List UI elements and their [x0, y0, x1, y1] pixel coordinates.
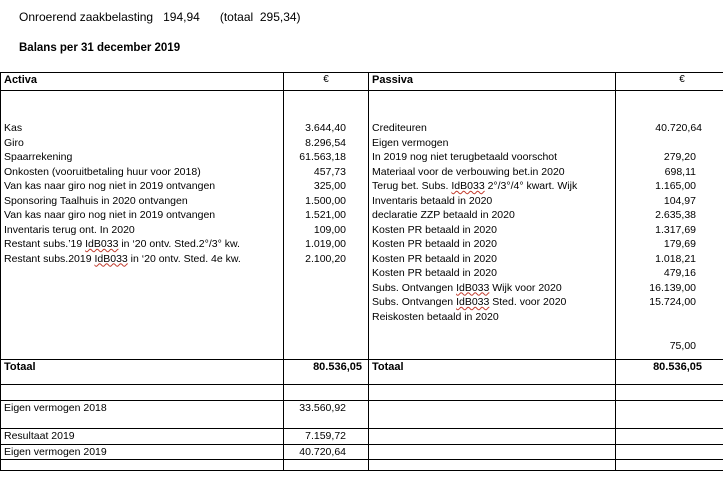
activa-heading: Activa [1, 73, 284, 91]
activa-label: Onkosten (vooruitbetaling huur voor 2018) [4, 165, 201, 178]
activa-label: Van kas naar giro nog niet in 2019 ontvangen [4, 209, 216, 221]
equity-2018-label: Eigen vermogen 2018 [1, 401, 284, 429]
spellcheck-word: IdB033 [456, 296, 490, 308]
result-2019-value: 7.159,72 [284, 429, 369, 445]
passiva-label: Reiskosten betaald in 2020 [372, 310, 499, 323]
passiva-value [619, 324, 696, 339]
activa-labels [1, 91, 284, 360]
activa-value: 109,00 [313, 223, 346, 236]
activa-value: 2.100,20 [305, 252, 346, 265]
passiva-currency: € [616, 73, 723, 91]
activa-label: Inventaris terug ont. In 2020 [4, 223, 135, 236]
activa-values [284, 91, 369, 360]
equity-2019-value: 40.720,64 [284, 444, 369, 460]
passiva-value: 16.139,00 [649, 281, 696, 294]
passiva-values [616, 91, 723, 360]
spellcheck-word: IdB033 [94, 252, 128, 265]
equity-2019-label: Eigen vermogen 2019 [1, 444, 284, 460]
items-row [1, 91, 723, 360]
activa-label: Kas [4, 122, 23, 134]
activa-value: 3.644,40 [305, 122, 346, 134]
activa-label: Restant subs.’19 IdB033 in ‘20 ontv. Sted.2°/3° kw. [4, 238, 240, 250]
passiva-total-label: Totaal [369, 360, 616, 385]
activa-value: 1.521,00 [305, 209, 346, 221]
property-tax-total: (totaal 295,34) [219, 10, 301, 24]
passiva-value: 1.018,21 [655, 252, 696, 265]
page-title: Balans per 31 december 2019 [19, 42, 181, 54]
activa-label: Giro [4, 136, 24, 149]
result-2019-label: Resultaat 2019 [1, 429, 284, 445]
passiva-value: 15.724,00 [649, 296, 696, 308]
property-tax-value: 194,94 [163, 10, 200, 24]
activa-label: Spaarrekening [4, 151, 73, 163]
passiva-value: 75,00 [669, 339, 696, 352]
spellcheck-word: IdB033 [456, 281, 490, 294]
activa-label: Restant subs.2019 IdB033 in ‘20 ontv. Sted. 4e kw. [4, 252, 241, 265]
passiva-total-value: 80.536,05 [616, 360, 723, 385]
passiva-label: Inventaris betaald in 2020 [372, 194, 493, 207]
activa-label: Sponsoring Taalhuis in 2020 ontvangen [4, 194, 188, 207]
passiva-label: Kosten PR betaald in 2020 [372, 238, 497, 250]
activa-label: Van kas naar giro nog niet in 2019 ontvangen [4, 180, 216, 192]
passiva-value: 40.720,64 [655, 122, 702, 134]
equity-2019-row [1, 444, 723, 460]
passiva-value: 179,69 [663, 238, 696, 250]
total-row [1, 360, 723, 385]
activa-value: 457,73 [313, 165, 346, 178]
passiva-value: 2.635,38 [655, 209, 696, 221]
header-row [1, 73, 723, 91]
passiva-value: 1.317,69 [655, 223, 696, 236]
passiva-value: 104,97 [663, 194, 696, 207]
passiva-value: 1.165,00 [655, 180, 696, 192]
passiva-heading: Passiva [369, 73, 616, 91]
passiva-label: Kosten PR betaald in 2020 [372, 267, 497, 279]
property-tax-line [19, 10, 301, 24]
equity-2018-row [1, 401, 723, 429]
passiva-label: Subs. Ontvangen IdB033 Wijk voor 2020 [372, 281, 562, 294]
activa-value: 1.019,00 [305, 238, 346, 250]
passiva-value: 698,11 [664, 165, 696, 178]
passiva-label: Crediteuren [372, 122, 427, 134]
activa-value: 61.563,18 [299, 151, 346, 163]
passiva-label: Subs. Ontvangen IdB033 Sted. voor 2020 [372, 296, 567, 308]
activa-total-label: Totaal [1, 360, 284, 385]
property-tax-label: Onroerend zaakbelasting [19, 10, 154, 24]
activa-value: 325,00 [313, 180, 346, 192]
passiva-label: Kosten PR betaald in 2020 [372, 252, 497, 265]
activa-value: 8.296,54 [305, 136, 346, 149]
passiva-value: 279,20 [663, 151, 696, 163]
empty-row [1, 385, 723, 401]
activa-currency: € [284, 73, 369, 91]
activa-total-value: 80.536,05 [284, 360, 369, 385]
passiva-label: declaratie ZZP betaald in 2020 [372, 209, 515, 221]
passiva-label: Eigen vermogen [372, 136, 449, 149]
balance-table [0, 72, 723, 471]
passiva-label: Materiaal voor de verbouwing bet.in 2020 [372, 165, 565, 178]
activa-value: 1.500,00 [305, 194, 346, 207]
passiva-value: 479,16 [663, 267, 696, 279]
passiva-label: Terug bet. Subs. IdB033 2°/3°/4° kwart. Wijk [372, 180, 578, 192]
passiva-labels [369, 91, 616, 360]
result-2019-row [1, 429, 723, 445]
passiva-label: In 2019 nog niet terugbetaald voorschot [372, 151, 558, 163]
equity-2018-value: 33.560,92 [284, 401, 369, 429]
spellcheck-word: IdB033 [451, 180, 485, 192]
passiva-value [619, 310, 696, 325]
spellcheck-word: IdB033 [85, 238, 119, 250]
empty-row [1, 460, 723, 471]
passiva-label: Kosten PR betaald in 2020 [372, 223, 497, 236]
passiva-value [619, 136, 696, 151]
